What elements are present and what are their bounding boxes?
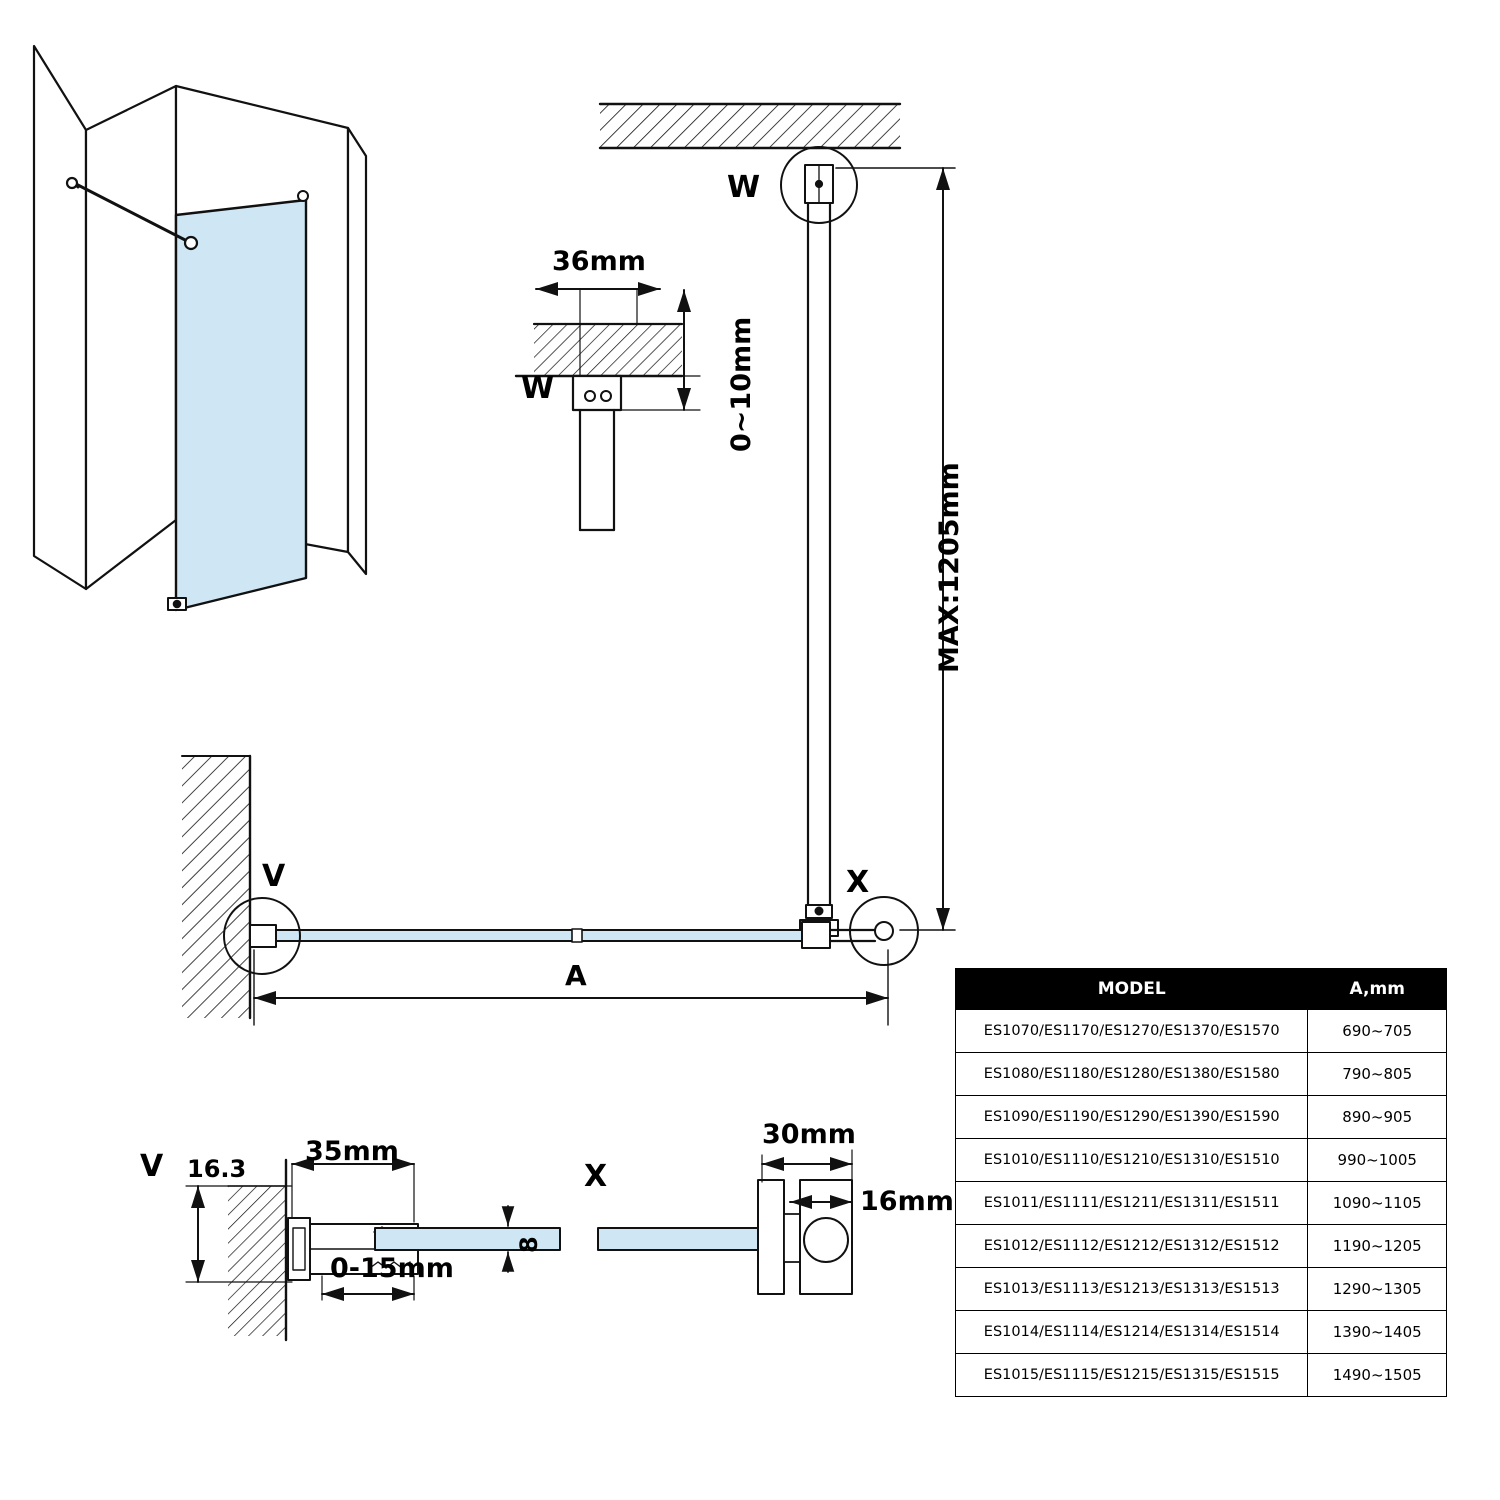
cell-a: 1190~1205 — [1308, 1225, 1447, 1268]
detail-w — [516, 289, 700, 530]
cell-a: 1090~1105 — [1308, 1182, 1447, 1225]
cell-model: ES1012/ES1112/ES1212/ES1312/ES1512 — [956, 1225, 1308, 1268]
dim-label-glass-thickness: 8 — [515, 1236, 543, 1253]
table-header-model: MODEL — [956, 969, 1308, 1010]
table-row — [956, 1096, 1447, 1139]
callout-w-detail: W — [521, 371, 555, 406]
dim-label-0-10mm: 0~10mm — [726, 316, 757, 452]
table-row — [956, 1182, 1447, 1225]
callout-w-top: W — [727, 170, 761, 205]
cell-model: ES1014/ES1114/ES1214/ES1314/ES1514 — [956, 1311, 1308, 1354]
table-row — [956, 1053, 1447, 1096]
table-row — [956, 1139, 1447, 1182]
table-header-a: A,mm — [1308, 969, 1447, 1010]
table-body — [956, 1010, 1447, 1397]
table-row — [956, 1010, 1447, 1053]
cell-model: ES1010/ES1110/ES1210/ES1310/ES1510 — [956, 1139, 1308, 1182]
dim-label-16mm: 16mm — [860, 1186, 954, 1217]
dim-label-35mm: 35mm — [305, 1136, 399, 1167]
cell-model: ES1013/ES1113/ES1213/ES1313/ES1513 — [956, 1268, 1308, 1311]
plan-view — [182, 756, 893, 1025]
cell-model: ES1070/ES1170/ES1270/ES1370/ES1570 — [956, 1010, 1308, 1053]
callout-x-plan: X — [846, 865, 870, 900]
cell-model: ES1011/ES1111/ES1211/ES1311/ES1511 — [956, 1182, 1308, 1225]
dim-label-max-height: MAX:1205mm — [934, 462, 965, 673]
ceiling-bar-view — [600, 104, 955, 965]
table-row — [956, 1354, 1447, 1397]
dim-label-a: A — [565, 959, 587, 992]
perspective-view — [34, 46, 366, 610]
model-dimension-table — [955, 968, 1447, 1397]
detail-v — [186, 1160, 560, 1340]
table-row — [956, 1311, 1447, 1354]
table-row — [956, 1225, 1447, 1268]
callout-x-detail: X — [584, 1159, 608, 1194]
cell-a: 1390~1405 — [1308, 1311, 1447, 1354]
cell-a: 1490~1505 — [1308, 1354, 1447, 1397]
cell-a: 790~805 — [1308, 1053, 1447, 1096]
detail-x — [598, 1150, 852, 1294]
cell-model: ES1090/ES1190/ES1290/ES1390/ES1590 — [956, 1096, 1308, 1139]
cell-a: 890~905 — [1308, 1096, 1447, 1139]
cell-a: 690~705 — [1308, 1010, 1447, 1053]
cell-model: ES1015/ES1115/ES1215/ES1315/ES1515 — [956, 1354, 1308, 1397]
table-row — [956, 1268, 1447, 1311]
callout-v-plan: V — [262, 859, 286, 894]
table-header-row — [956, 969, 1447, 1010]
callout-v-detail: V — [140, 1149, 164, 1184]
cell-a: 990~1005 — [1308, 1139, 1447, 1182]
dim-label-30mm: 30mm — [762, 1119, 856, 1150]
cell-a: 1290~1305 — [1308, 1268, 1447, 1311]
dim-label-0-15mm: 0-15mm — [330, 1253, 454, 1284]
dim-label-36mm: 36mm — [552, 246, 646, 277]
cell-model: ES1080/ES1180/ES1280/ES1380/ES1580 — [956, 1053, 1308, 1096]
dim-label-16-3: 16.3 — [187, 1155, 247, 1183]
